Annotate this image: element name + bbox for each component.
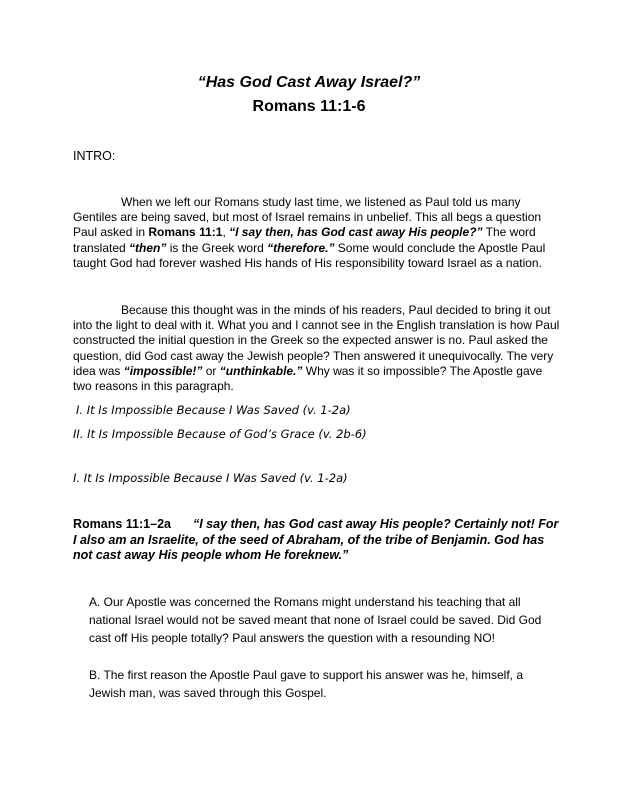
document-subtitle: Romans 11:1-6 [252, 98, 366, 115]
p1-then: “then” [129, 240, 167, 255]
p2-impossible: “impossible!” [123, 363, 203, 378]
point-a: A. Our Apostle was concerned the Romans might understand his teaching that all national Israel would not be saved meant that none of Israel could be saved. Did God cast off His people totally? Paul answers the question with a resounding NO! [89, 595, 542, 645]
section-heading: I. It Is Impossible Because I Was Saved (v. 1-2a) [73, 471, 348, 485]
p1-text-3: The word translated [73, 225, 536, 255]
p1-quote: “I say then, has God cast away His people?” [229, 225, 483, 240]
document-title: “Has God Cast Away Israel?” [197, 74, 421, 91]
p1-ref: Romans 11:1 [148, 225, 223, 240]
p1-text-4: is the Greek word [166, 240, 268, 255]
p1-text-2: , [222, 225, 230, 240]
scripture-text: “I say then, has God cast away His people? Certainly not! For I also am an Israelite, of the seed of Abraham, of the tribe of Benjamin. God has not cast away His people whom He foreknew.” [73, 517, 559, 562]
intro-label: INTRO: [73, 149, 116, 163]
p2-unthinkable: “unthinkable.” [219, 363, 303, 378]
p1-text-1: When we left our Romans study last time, we listened as Paul told us many Gentiles are being saved, but most of Israel remains in unbelief. This all begs a question Paul asked in [73, 195, 542, 240]
intro-paragraph-2 [73, 303, 563, 394]
intro-paragraph-1 [73, 195, 563, 271]
p2-text-3: Why was it so impossible? The Apostle gave two reasons in this paragraph. [73, 363, 543, 394]
outline-point-1: I. It Is Impossible Because I Was Saved (v. 1-2a) [76, 403, 351, 417]
p2-text-1: Because this thought was in the minds of his readers, Paul decided to bring it out into the light to deal with it. What you and I cannot see in the English translation is how Paul constructed the initial question in the Greek so the expected answer is no. Paul asked the question, did God cast away the Jewish people? Then answered it unequivocally. The very idea was [73, 303, 560, 378]
point-b: B. The first reason the Apostle Paul gave to support his answer was he, himself, a Jewish man, was saved through this Gospel. [89, 668, 524, 700]
outline-point-2: II. It Is Impossible Because of God’s Grace (v. 2b-6) [73, 427, 367, 441]
p2-text-2: or [202, 363, 220, 378]
p1-therefore: “therefore.” [267, 240, 335, 255]
scripture-ref: Romans 11:1–2a [73, 517, 171, 531]
scripture-block [73, 517, 563, 564]
p1-text-5: Some would conclude the Apostle Paul taught God had forever washed His hands of His responsibility toward Israel as a nation. [73, 240, 546, 270]
